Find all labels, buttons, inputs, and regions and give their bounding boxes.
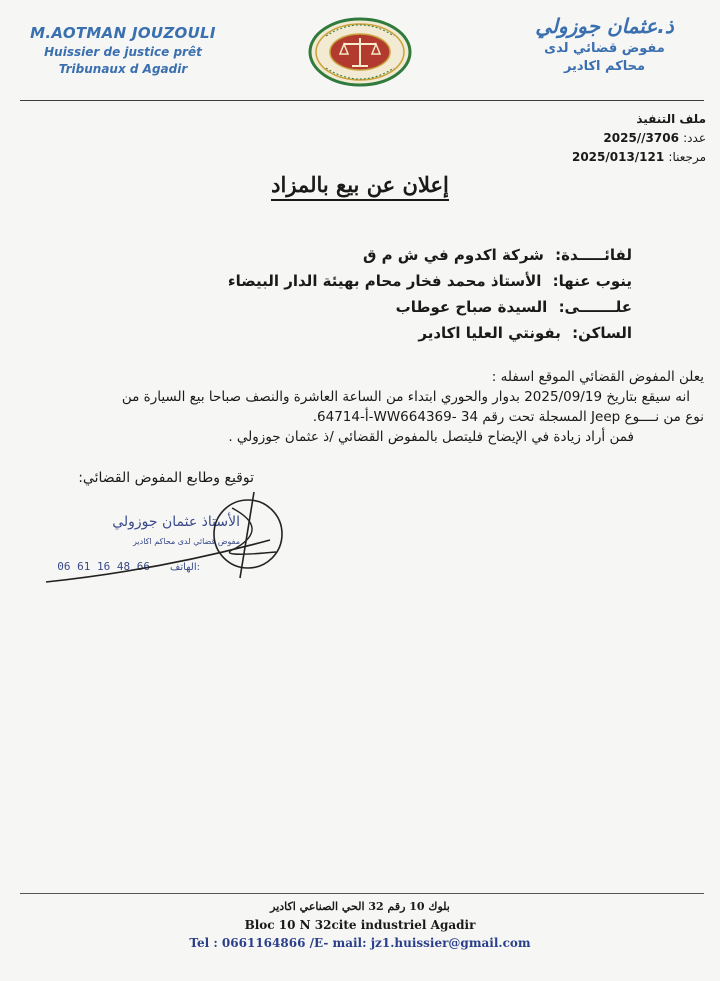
against-label: علـــــــى: <box>558 298 632 316</box>
bailiff-name-ar: ذ.عثمان جوزولي <box>535 14 674 38</box>
footer-contact: Tel : 0661164866 /E- mail: jz1.huissier@gmail.com <box>189 936 531 950</box>
file-label: ملف التنفيذ <box>636 112 706 126</box>
announcement-body <box>14 367 704 447</box>
representative-row <box>228 268 632 294</box>
body-paragraph-2: انه سيقع بتاريخ 2025/09/19 بدوار والحوري ابتداء من الساعة العاشرة والنصف صباحا بيع السيارة من <box>121 389 690 405</box>
beneficiary-row <box>228 242 632 268</box>
bailiff-stamp-signature <box>40 488 300 588</box>
footer-divider <box>20 893 704 894</box>
signature-stroke <box>240 492 254 578</box>
stamp-name: الأستاذ عثمان جوزولي <box>112 514 240 530</box>
beneficiary-value: شركة اكدوم في ش م ق <box>362 246 544 264</box>
against-row <box>228 294 632 320</box>
file-number-row <box>572 129 706 148</box>
signature-loop <box>214 500 282 568</box>
stamp-phone: 06 61 16 48 66 <box>57 560 150 573</box>
file-number-value: 2025//3706 <box>603 131 679 145</box>
bailiff-court-ar: محاكم اكادير <box>563 59 646 74</box>
file-references <box>572 110 706 167</box>
file-number-label: عدد: <box>683 131 706 145</box>
body-paragraph-4: فمن أراد زيادة في الإيضاح فليتصل بالمفوض القضائي /ذ عثمان جوزولي . <box>228 429 634 445</box>
bailiff-title-ar: مفوض قضائي لدى <box>544 41 665 56</box>
stamp-title: مفوض قضائي لدى محاكم اكادير <box>133 537 240 546</box>
against-value: السيدة صباح عوطاب <box>395 298 548 316</box>
resident-value: بفونتي العليا اكادير <box>418 324 561 342</box>
bailiff-court-fr: Tribunaux d Agadir <box>58 62 188 76</box>
footer-address-fr: Bloc 10 N 32cite industriel Agadir <box>244 918 476 932</box>
representative-value: الأستاذ محمد فخار محام بهيئة الدار البيضاء <box>227 272 542 290</box>
document-title-text: إعلان عن بيع بالمزاد <box>271 172 449 201</box>
header-divider <box>20 100 704 101</box>
stamp-phone-label: الهاتف: <box>170 562 200 573</box>
bailiff-name-fr: M.AOTMAN JOUZOULI <box>30 24 216 42</box>
parties-block <box>228 242 632 346</box>
letterhead-arabic <box>517 14 692 74</box>
letterhead-footer <box>0 898 720 952</box>
body-paragraph-1: يعلن المفوض القضائي الموقع اسفله : <box>491 369 704 385</box>
body-paragraph-3: نوع من نــــوع Jeep المسجلة تحت رقم WW664369- 34-أ-64714. <box>312 409 704 425</box>
reference-row <box>572 148 706 167</box>
reference-value: 2025/013/121 <box>571 150 665 164</box>
resident-label: الساكن: <box>572 324 632 342</box>
footer-address-ar: بلوك 10 رقم 32 الحي الصناعي اكادير <box>270 900 450 913</box>
letterhead-french <box>28 24 218 76</box>
scales-of-justice-seal-icon <box>306 16 414 88</box>
signature-label: توقيع وطابع المفوض القضائي: <box>78 470 254 486</box>
bailiff-title-fr: Huissier de justice prêt <box>44 45 202 59</box>
document-title <box>0 172 720 197</box>
resident-row <box>228 320 632 346</box>
beneficiary-label: لفائـــــدة: <box>555 246 632 264</box>
reference-label: مرجعنا: <box>668 150 706 164</box>
representative-label: ينوب عنها: <box>552 272 632 290</box>
